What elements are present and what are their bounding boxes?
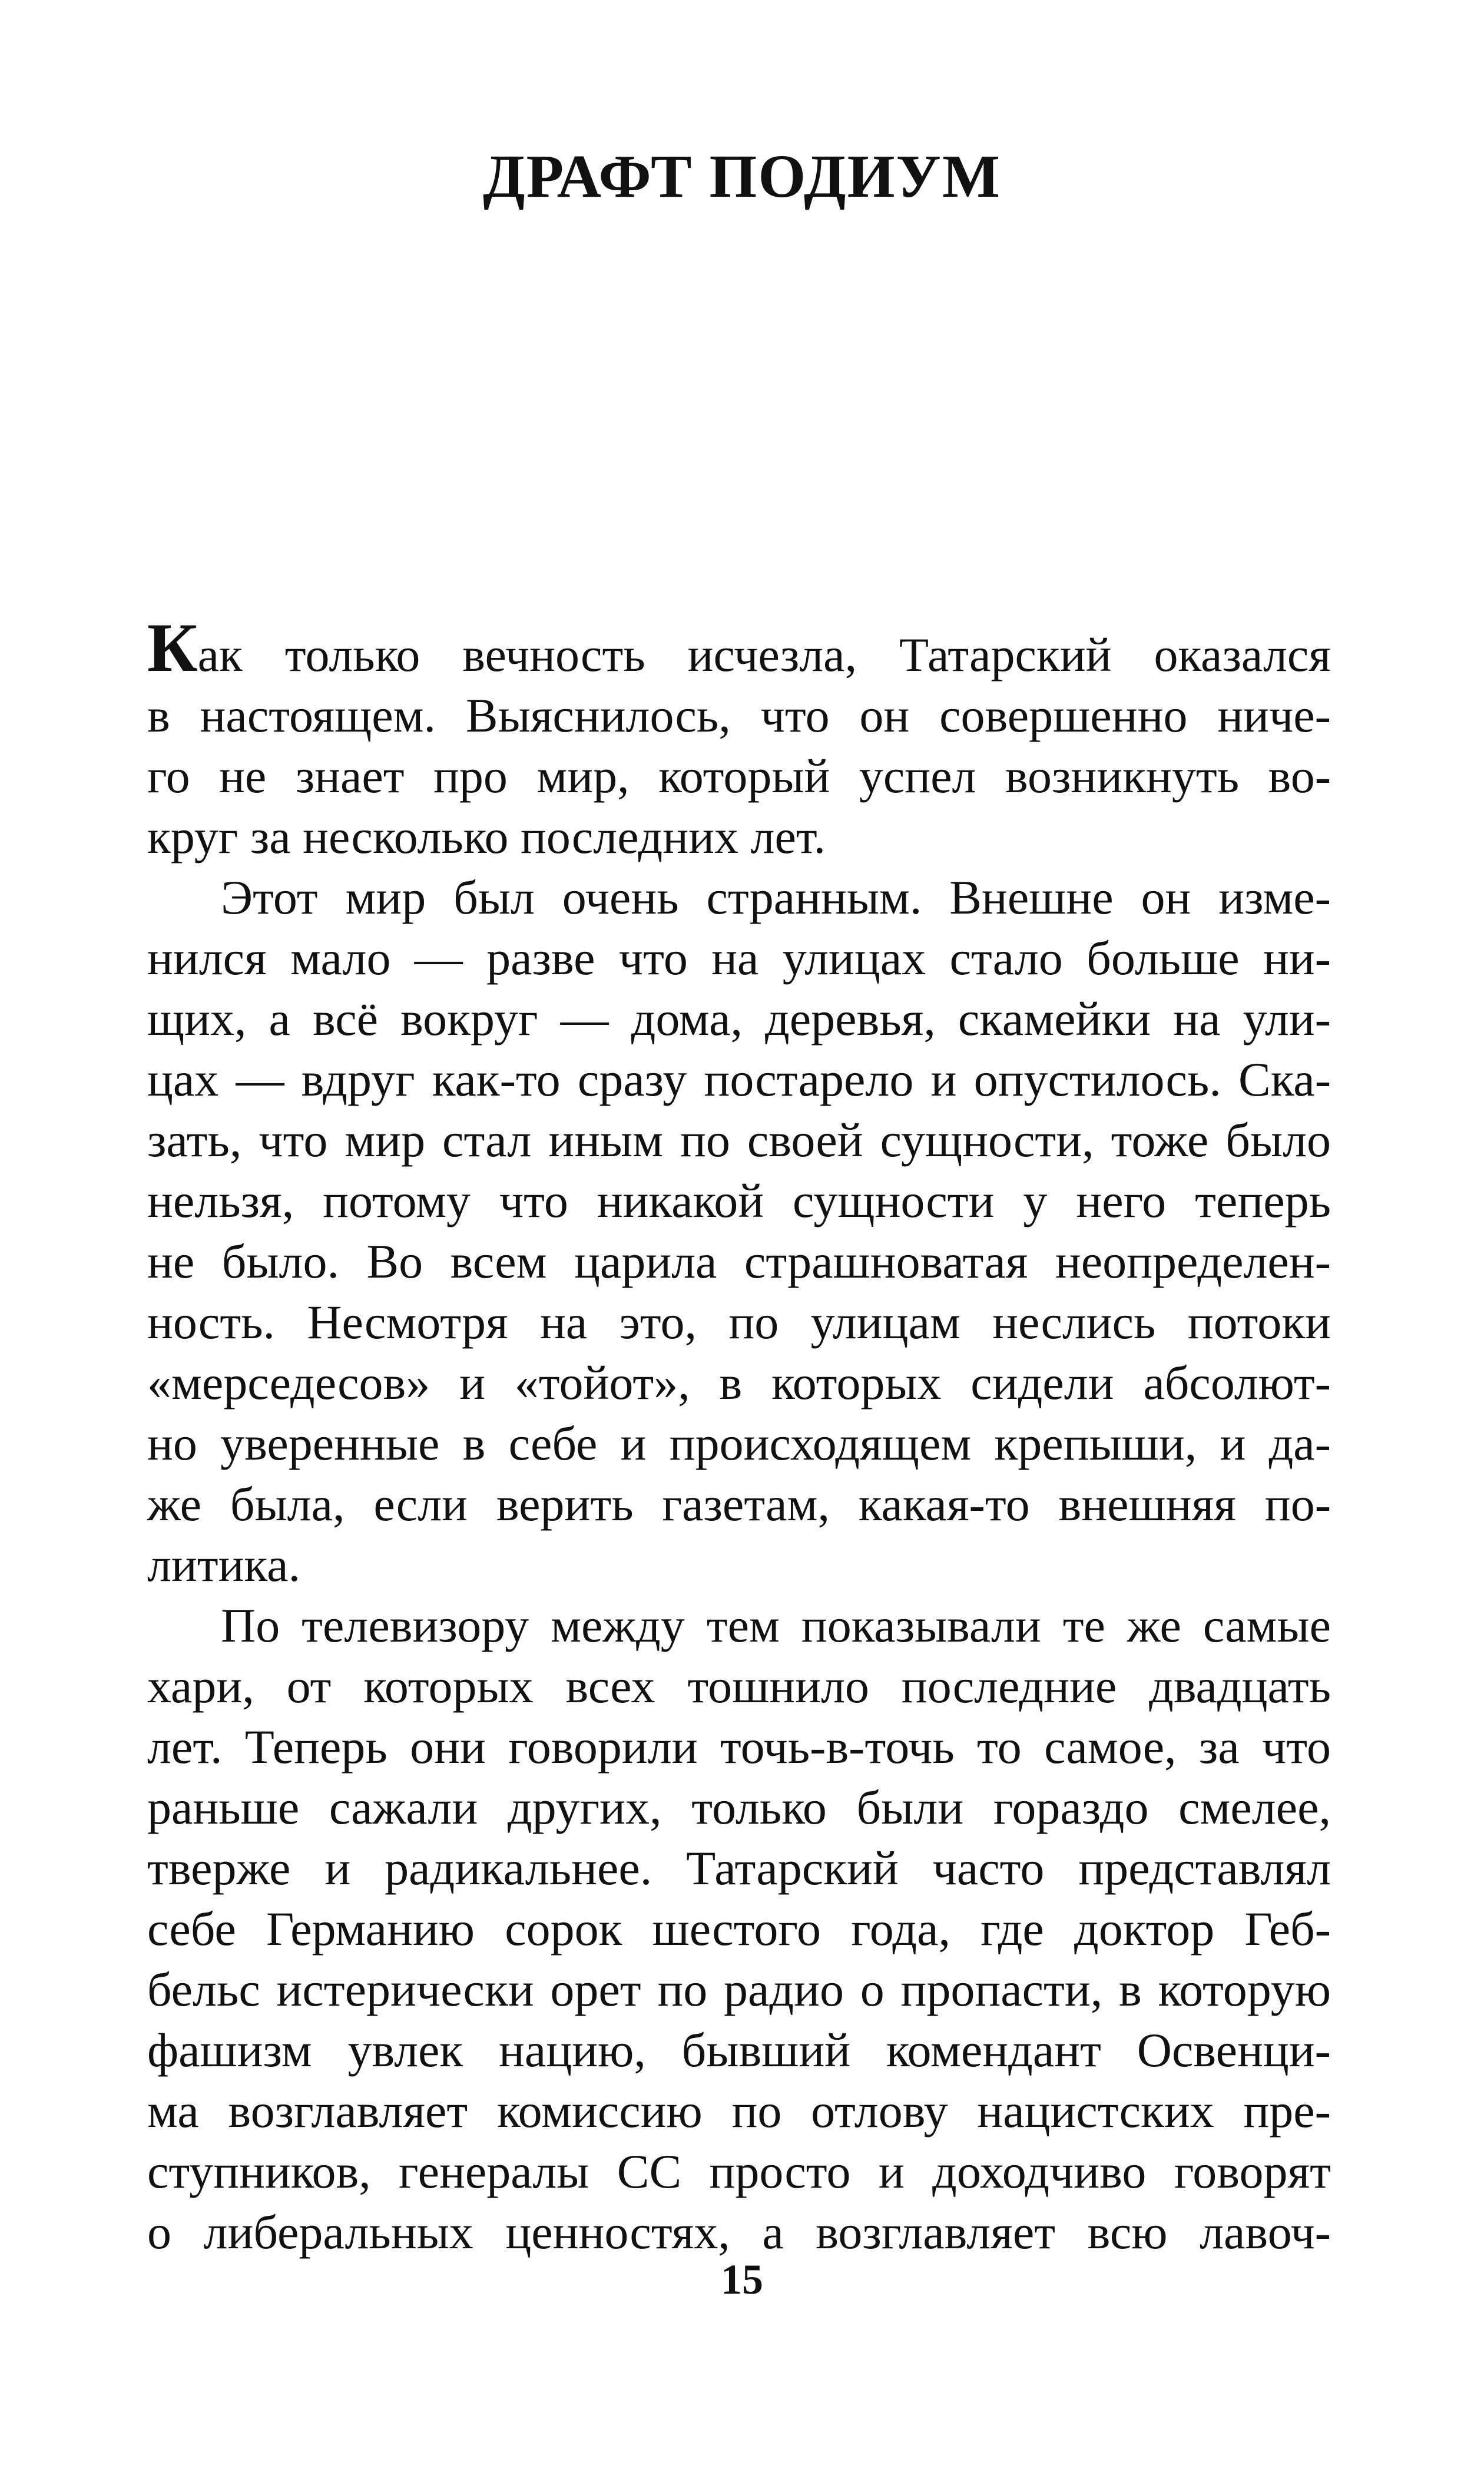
text-line: не было. Во всем царила страшноватая неопределен- bbox=[147, 1235, 1331, 1288]
text-line: литика. bbox=[147, 1538, 301, 1592]
page-number: 15 bbox=[721, 2256, 763, 2303]
text-line: цах — вдруг как-то сразу постарело и опустилось. Ска- bbox=[147, 1053, 1331, 1106]
paragraph-2 bbox=[147, 867, 1331, 1595]
text-line: «мерседесов» и «тойот», в которых сидели абсолют- bbox=[147, 1356, 1331, 1410]
text-line: нельзя, потому что никакой сущности у него теперь bbox=[147, 1174, 1331, 1228]
text-line: лет. Теперь они говорили точь-в-точь то самое, за что bbox=[147, 1720, 1331, 1774]
text-line bbox=[147, 609, 1331, 686]
text-line: ма возглавляет комиссию по отлову нацистских пре- bbox=[147, 2084, 1331, 2138]
text-line: ность. Несмотря на это, по улицам неслись потоки bbox=[147, 1295, 1331, 1349]
text-line: щих, а всё вокруг — дома, деревья, скамейки на ули- bbox=[147, 992, 1331, 1046]
text-line: круг за несколько последних лет. bbox=[147, 810, 826, 863]
text-line: По телевизору между тем показывали те же самые bbox=[221, 1599, 1331, 1652]
paragraph-1 bbox=[147, 609, 1331, 867]
text-line: зать, что мир стал иным по своей сущности, тоже было bbox=[147, 1113, 1331, 1167]
text-line: себе Германию сорок шестого года, где доктор Геб- bbox=[147, 1902, 1331, 1956]
text-line: но уверенные в себе и происходящем крепыши, и да- bbox=[147, 1417, 1331, 1470]
text-line: о либеральных ценностях, а возглавляет всю лавоч- bbox=[147, 2205, 1331, 2259]
text-line: бельс истерически орет по радио о пропасти, в которую bbox=[147, 1963, 1331, 2016]
text-line: нился мало — разве что на улицах стало больше ни- bbox=[147, 931, 1331, 985]
text-line: Этот мир был очень странным. Внешне он изме- bbox=[221, 871, 1331, 924]
text-line: ступников, генералы СС просто и доходчиво говорят bbox=[147, 2145, 1331, 2198]
text-line: тверже и радикальнее. Татарский часто представлял bbox=[147, 1841, 1331, 1895]
text-line-content: ак только вечность исчезла, Татарский оказался bbox=[197, 628, 1331, 681]
text-line: в настоящем. Выяснилось, что он совершенно ниче- bbox=[147, 689, 1331, 742]
text-line: раньше сажали других, только были гораздо смелее, bbox=[147, 1781, 1331, 1834]
text-line: хари, от которых всех тошнило последние двадцать bbox=[147, 1659, 1331, 1713]
text-line: фашизм увлек нацию, бывший комендант Освенци- bbox=[147, 2023, 1331, 2077]
drop-cap: К bbox=[147, 609, 198, 686]
chapter-title: ДРАФТ ПОДИУМ bbox=[483, 143, 1001, 210]
body-text bbox=[147, 609, 1331, 2262]
text-line: го не знает про мир, который успел возникнуть во- bbox=[147, 749, 1331, 803]
text-line: же была, если верить газетам, какая-то внешняя по- bbox=[147, 1477, 1331, 1531]
paragraph-3 bbox=[147, 1595, 1331, 2262]
